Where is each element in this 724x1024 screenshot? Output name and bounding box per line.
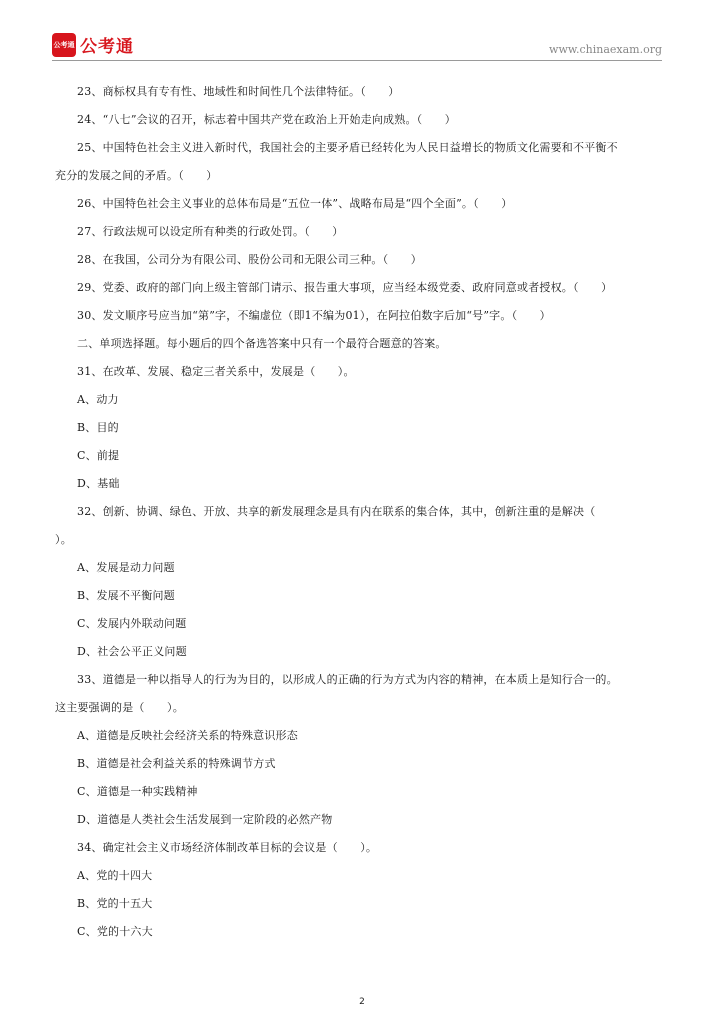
text-line: 25、中国特色社会主义进入新时代，我国社会的主要矛盾已经转化为人民日益增长的物质文化需要和不平衡不	[77, 141, 618, 154]
text-line: A、道德是反映社会经济关系的特殊意识形态	[77, 729, 298, 742]
text-line: B、道德是社会利益关系的特殊调节方式	[77, 757, 276, 770]
text-line: 34、确定社会主义市场经济体制改革目标的会议是（ ）。	[77, 841, 378, 854]
text-line: D、社会公平正义问题	[77, 645, 187, 658]
text-line: 二、单项选择题。每小题后的四个备选答案中只有一个最符合题意的答案。	[77, 337, 447, 350]
text-line: 26、中国特色社会主义事业的总体布局是“五位一体”、战略布局是“四个全面”。（ ）	[77, 197, 513, 210]
text-line: D、道德是人类社会生活发展到一定阶段的必然产物	[77, 813, 333, 826]
header-divider	[52, 60, 662, 61]
logo[interactable]	[52, 32, 134, 57]
text-line: C、前提	[77, 449, 120, 462]
text-line: C、道德是一种实践精神	[77, 785, 198, 798]
text-line: A、党的十四大	[77, 869, 153, 882]
text-line: 这主要强调的是（ ）。	[55, 701, 184, 714]
document-body	[55, 78, 665, 946]
text-line: C、发展内外联动问题	[77, 617, 187, 630]
text-line: ）。	[55, 533, 72, 546]
text-line: 28、在我国，公司分为有限公司、股份公司和无限公司三种。（ ）	[77, 253, 422, 266]
text-line: 24、“八七”会议的召开，标志着中国共产党在政治上开始走向成熟。（ ）	[77, 113, 456, 126]
text-line: 30、发文顺序号应当加“第”字，不编虚位（即1不编为01），在阿拉伯数字后加“号”字。（ ）	[77, 309, 551, 322]
text-line: D、基础	[77, 477, 120, 490]
text-line: 33、道德是一种以指导人的行为为目的，以形成人的正确的行为方式为内容的精神，在本质上是知行合一的。	[77, 673, 618, 686]
text-line: 29、党委、政府的部门向上级主管部门请示、报告重大事项，应当经本级党委、政府同意或者授权。（ ）	[77, 281, 613, 294]
text-line: C、党的十六大	[77, 925, 153, 938]
text-line: B、目的	[77, 421, 119, 434]
text-line: B、发展不平衡问题	[77, 589, 175, 602]
text-line: B、党的十五大	[77, 897, 153, 910]
text-line: A、动力	[77, 393, 119, 406]
text-line: 32、创新、协调、绿色、开放、共享的新发展理念是具有内在联系的集合体，其中，创新注重的是解决（	[77, 505, 596, 518]
logo-text: 公考通	[80, 37, 134, 57]
page-header	[0, 0, 724, 62]
site-url[interactable]: www.chinaexam.org	[549, 43, 662, 56]
text-line: 27、行政法规可以设定所有种类的行政处罚。（ ）	[77, 225, 344, 238]
page-number: 2	[359, 997, 365, 1007]
text-line: 充分的发展之间的矛盾。（ ）	[55, 169, 218, 182]
text-line: 23、商标权具有专有性、地域性和时间性几个法律特征。（ ）	[77, 85, 400, 98]
text-line: 31、在改革、发展、稳定三者关系中，发展是（ ）。	[77, 365, 355, 378]
text-line: A、发展是动力问题	[77, 561, 175, 574]
logo-badge-icon: 公考通	[52, 33, 76, 57]
